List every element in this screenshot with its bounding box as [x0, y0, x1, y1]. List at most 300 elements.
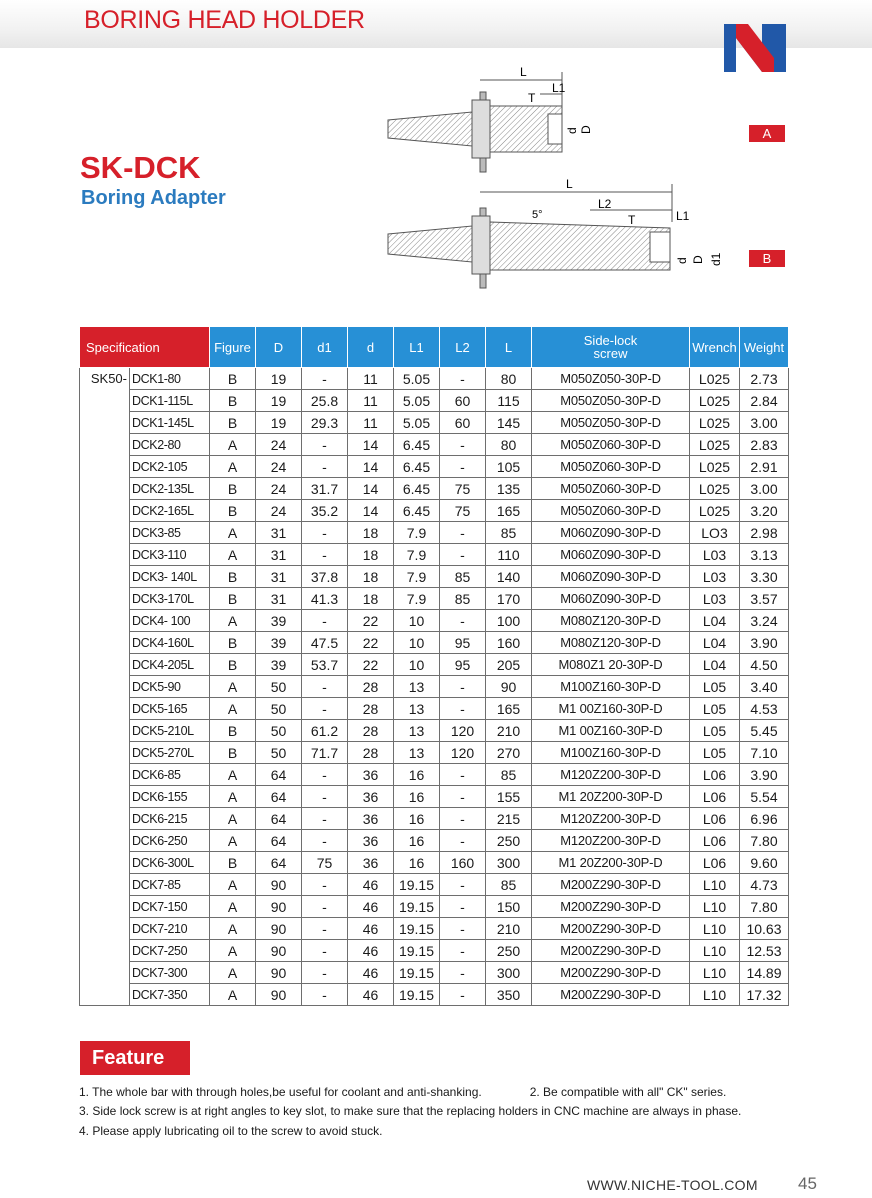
figure-b-label-D: D — [691, 255, 705, 264]
table-row — [80, 390, 789, 412]
cell-figure: B — [210, 742, 256, 764]
cell-figure: A — [210, 874, 256, 896]
table-row — [80, 676, 789, 698]
cell-D: 50 — [256, 742, 302, 764]
cell-d1: 35.2 — [302, 500, 348, 522]
cell-figure: A — [210, 830, 256, 852]
cell-wrench: L03 — [690, 544, 740, 566]
cell-L: 300 — [486, 962, 532, 984]
cell-weight: 3.30 — [740, 566, 789, 588]
cell-L1: 10 — [394, 654, 440, 676]
figure-b-label-d: d — [675, 257, 689, 264]
cell-model: DCK3-85 — [130, 522, 210, 544]
cell-d1: - — [302, 522, 348, 544]
table-row — [80, 720, 789, 742]
figure-b-label-l2: L2 — [598, 197, 612, 211]
cell-d: 36 — [348, 808, 394, 830]
cell-L: 210 — [486, 918, 532, 940]
cell-weight: 10.63 — [740, 918, 789, 940]
cell-d1: 61.2 — [302, 720, 348, 742]
cell-d1: - — [302, 368, 348, 390]
cell-wrench: L03 — [690, 566, 740, 588]
table-row — [80, 896, 789, 918]
cell-L1: 16 — [394, 786, 440, 808]
table-header-row — [80, 327, 789, 368]
cell-L2: 120 — [440, 742, 486, 764]
cell-figure: B — [210, 852, 256, 874]
cell-d: 18 — [348, 566, 394, 588]
cell-model: DCK6-250 — [130, 830, 210, 852]
cell-d1: - — [302, 808, 348, 830]
cell-figure: A — [210, 544, 256, 566]
feature-line-1 — [79, 1085, 726, 1099]
cell-screw: M200Z290-30P-D — [532, 918, 690, 940]
cell-d: 18 — [348, 522, 394, 544]
cell-screw: M200Z290-30P-D — [532, 874, 690, 896]
cell-wrench: L025 — [690, 456, 740, 478]
cell-figure: A — [210, 522, 256, 544]
cell-D: 64 — [256, 786, 302, 808]
cell-L: 250 — [486, 830, 532, 852]
cell-L: 110 — [486, 544, 532, 566]
cell-L2: - — [440, 456, 486, 478]
cell-L2: - — [440, 764, 486, 786]
cell-weight: 3.40 — [740, 676, 789, 698]
cell-D: 31 — [256, 544, 302, 566]
cell-screw: M080Z120-30P-D — [532, 610, 690, 632]
cell-model: DCK7-150 — [130, 896, 210, 918]
cell-weight: 3.13 — [740, 544, 789, 566]
page-number: 45 — [798, 1174, 817, 1193]
cell-model: DCK2-105 — [130, 456, 210, 478]
cell-L2: - — [440, 610, 486, 632]
cell-model: DCK3-170L — [130, 588, 210, 610]
cell-L1: 7.9 — [394, 588, 440, 610]
cell-L2: - — [440, 544, 486, 566]
cell-D: 19 — [256, 368, 302, 390]
cell-L: 80 — [486, 368, 532, 390]
figure-b-badge: B — [749, 250, 785, 267]
figure-b-label-t: T — [628, 213, 636, 227]
cell-D: 31 — [256, 566, 302, 588]
cell-D: 64 — [256, 852, 302, 874]
cell-model: DCK2-80 — [130, 434, 210, 456]
cell-figure: B — [210, 500, 256, 522]
cell-screw: M100Z160-30P-D — [532, 742, 690, 764]
cell-L2: 120 — [440, 720, 486, 742]
cell-model: DCK7-350 — [130, 984, 210, 1006]
table-body — [80, 368, 789, 1006]
cell-weight: 12.53 — [740, 940, 789, 962]
cell-L: 215 — [486, 808, 532, 830]
cell-figure: B — [210, 588, 256, 610]
cell-L1: 6.45 — [394, 500, 440, 522]
cell-d1: - — [302, 676, 348, 698]
cell-d: 36 — [348, 786, 394, 808]
cell-figure: B — [210, 368, 256, 390]
cell-figure: A — [210, 698, 256, 720]
cell-d1: 53.7 — [302, 654, 348, 676]
cell-screw: M050Z050-30P-D — [532, 412, 690, 434]
cell-wrench: L025 — [690, 500, 740, 522]
cell-d: 11 — [348, 412, 394, 434]
cell-model: DCK2-135L — [130, 478, 210, 500]
cell-wrench: L025 — [690, 478, 740, 500]
table-row — [80, 764, 789, 786]
cell-L2: - — [440, 786, 486, 808]
cell-figure: B — [210, 720, 256, 742]
cell-L: 160 — [486, 632, 532, 654]
cell-weight: 3.90 — [740, 764, 789, 786]
cell-weight: 5.45 — [740, 720, 789, 742]
cell-screw: M200Z290-30P-D — [532, 940, 690, 962]
cell-screw: M1 20Z200-30P-D — [532, 786, 690, 808]
cell-d: 46 — [348, 940, 394, 962]
table-row — [80, 478, 789, 500]
cell-L1: 13 — [394, 676, 440, 698]
cell-d1: 71.7 — [302, 742, 348, 764]
cell-L: 85 — [486, 764, 532, 786]
cell-D: 90 — [256, 896, 302, 918]
figure-a-label-t: T — [528, 91, 536, 105]
cell-model: DCK1-145L — [130, 412, 210, 434]
cell-figure: A — [210, 984, 256, 1006]
cell-d1: 25.8 — [302, 390, 348, 412]
cell-wrench: L10 — [690, 874, 740, 896]
table-row — [80, 742, 789, 764]
cell-L2: 160 — [440, 852, 486, 874]
cell-wrench: L05 — [690, 720, 740, 742]
cell-L: 85 — [486, 522, 532, 544]
cell-model: DCK5-270L — [130, 742, 210, 764]
cell-L2: - — [440, 984, 486, 1006]
cell-L2: - — [440, 676, 486, 698]
cell-model: DCK5-90 — [130, 676, 210, 698]
cell-wrench: L06 — [690, 786, 740, 808]
cell-L1: 19.15 — [394, 962, 440, 984]
cell-d: 11 — [348, 390, 394, 412]
cell-D: 39 — [256, 654, 302, 676]
cell-L1: 6.45 — [394, 478, 440, 500]
figure-a-label-D: D — [579, 125, 593, 134]
cell-d1: 37.8 — [302, 566, 348, 588]
cell-d1: - — [302, 698, 348, 720]
cell-figure: A — [210, 764, 256, 786]
cell-d: 28 — [348, 676, 394, 698]
cell-wrench: L025 — [690, 412, 740, 434]
cell-L2: 95 — [440, 654, 486, 676]
cell-d1: 29.3 — [302, 412, 348, 434]
product-subtitle: Boring Adapter — [81, 187, 226, 209]
cell-figure: B — [210, 412, 256, 434]
cell-screw: M120Z200-30P-D — [532, 764, 690, 786]
cell-screw: M200Z290-30P-D — [532, 962, 690, 984]
cell-figure: A — [210, 676, 256, 698]
cell-model: DCK5-210L — [130, 720, 210, 742]
cell-L1: 6.45 — [394, 434, 440, 456]
cell-D: 24 — [256, 500, 302, 522]
cell-wrench: L10 — [690, 984, 740, 1006]
cell-figure: A — [210, 940, 256, 962]
cell-figure: A — [210, 918, 256, 940]
cell-figure: A — [210, 786, 256, 808]
cell-screw: M060Z090-30P-D — [532, 588, 690, 610]
cell-figure: A — [210, 610, 256, 632]
cell-L: 155 — [486, 786, 532, 808]
cell-L2: - — [440, 830, 486, 852]
cell-L1: 7.9 — [394, 566, 440, 588]
table-row — [80, 852, 789, 874]
table-row — [80, 962, 789, 984]
cell-d: 46 — [348, 918, 394, 940]
figure-b-drawing — [380, 172, 725, 304]
cell-D: 31 — [256, 588, 302, 610]
cell-L1: 13 — [394, 698, 440, 720]
table-row — [80, 500, 789, 522]
cell-L1: 13 — [394, 742, 440, 764]
cell-d: 11 — [348, 368, 394, 390]
cell-screw: M1 00Z160-30P-D — [532, 720, 690, 742]
table-row — [80, 412, 789, 434]
cell-L1: 19.15 — [394, 984, 440, 1006]
cell-weight: 7.80 — [740, 830, 789, 852]
cell-L2: 75 — [440, 478, 486, 500]
cell-L1: 7.9 — [394, 544, 440, 566]
figure-b-label-d1: d1 — [709, 252, 723, 266]
cell-wrench: L04 — [690, 632, 740, 654]
cell-wrench: L04 — [690, 610, 740, 632]
cell-D: 90 — [256, 874, 302, 896]
cell-wrench: L10 — [690, 896, 740, 918]
cell-wrench: L10 — [690, 962, 740, 984]
table-row — [80, 522, 789, 544]
col-header-d: d — [348, 327, 394, 368]
cell-d1: - — [302, 456, 348, 478]
col-header-screw-line2: screw — [593, 346, 628, 361]
table-row — [80, 984, 789, 1006]
cell-figure: B — [210, 654, 256, 676]
cell-L: 90 — [486, 676, 532, 698]
figure-a-label-d: d — [565, 127, 579, 134]
cell-L: 350 — [486, 984, 532, 1006]
cell-weight: 14.89 — [740, 962, 789, 984]
cell-L1: 10 — [394, 632, 440, 654]
cell-weight: 4.73 — [740, 874, 789, 896]
cell-d: 22 — [348, 610, 394, 632]
cell-d1: - — [302, 830, 348, 852]
cell-d: 14 — [348, 478, 394, 500]
cell-weight: 2.98 — [740, 522, 789, 544]
cell-D: 24 — [256, 434, 302, 456]
cell-L1: 6.45 — [394, 456, 440, 478]
feature-item-1: 1. The whole bar with through holes,be useful for coolant and anti-shanking. — [79, 1085, 482, 1099]
table-row — [80, 434, 789, 456]
cell-d: 28 — [348, 742, 394, 764]
cell-figure: A — [210, 456, 256, 478]
cell-wrench: L05 — [690, 676, 740, 698]
table-row — [80, 698, 789, 720]
cell-d: 46 — [348, 962, 394, 984]
cell-model: DCK4-205L — [130, 654, 210, 676]
col-header-wrench: Wrench — [690, 327, 740, 368]
cell-L: 80 — [486, 434, 532, 456]
cell-model: DCK4- 100 — [130, 610, 210, 632]
spec-table — [79, 326, 789, 1006]
cell-d1: - — [302, 984, 348, 1006]
cell-weight: 17.32 — [740, 984, 789, 1006]
table-row — [80, 654, 789, 676]
figure-b-label-l: L — [566, 177, 573, 191]
cell-d1: - — [302, 940, 348, 962]
cell-d: 28 — [348, 720, 394, 742]
cell-model: DCK1-115L — [130, 390, 210, 412]
cell-L2: 85 — [440, 566, 486, 588]
figure-a-label-l1: L1 — [552, 81, 566, 95]
cell-L: 105 — [486, 456, 532, 478]
cell-wrench: L04 — [690, 654, 740, 676]
spec-prefix: SK50- — [80, 368, 130, 1006]
cell-D: 24 — [256, 478, 302, 500]
cell-figure: B — [210, 632, 256, 654]
cell-wrench: LO3 — [690, 522, 740, 544]
cell-wrench: L06 — [690, 808, 740, 830]
cell-screw: M080Z1 20-30P-D — [532, 654, 690, 676]
cell-wrench: L025 — [690, 368, 740, 390]
cell-D: 50 — [256, 676, 302, 698]
cell-weight: 6.96 — [740, 808, 789, 830]
table-row — [80, 874, 789, 896]
cell-d: 14 — [348, 434, 394, 456]
cell-weight: 7.80 — [740, 896, 789, 918]
cell-screw: M050Z060-30P-D — [532, 500, 690, 522]
cell-d: 14 — [348, 456, 394, 478]
cell-L2: - — [440, 808, 486, 830]
cell-screw: M050Z060-30P-D — [532, 456, 690, 478]
cell-wrench: L06 — [690, 764, 740, 786]
cell-weight: 3.00 — [740, 478, 789, 500]
cell-weight: 7.10 — [740, 742, 789, 764]
col-header-L: L — [486, 327, 532, 368]
cell-L2: - — [440, 940, 486, 962]
cell-d1: 41.3 — [302, 588, 348, 610]
table-row — [80, 808, 789, 830]
cell-screw: M060Z090-30P-D — [532, 544, 690, 566]
cell-L2: 75 — [440, 500, 486, 522]
cell-L: 100 — [486, 610, 532, 632]
cell-L1: 5.05 — [394, 412, 440, 434]
cell-L2: - — [440, 522, 486, 544]
cell-D: 90 — [256, 962, 302, 984]
cell-weight: 3.20 — [740, 500, 789, 522]
cell-d: 28 — [348, 698, 394, 720]
cell-weight: 9.60 — [740, 852, 789, 874]
cell-L2: - — [440, 368, 486, 390]
cell-wrench: L03 — [690, 588, 740, 610]
cell-L: 85 — [486, 874, 532, 896]
cell-figure: B — [210, 566, 256, 588]
cell-screw: M200Z290-30P-D — [532, 896, 690, 918]
col-header-side-lock-screw — [532, 327, 690, 368]
cell-D: 19 — [256, 412, 302, 434]
cell-weight: 4.53 — [740, 698, 789, 720]
cell-L: 300 — [486, 852, 532, 874]
cell-L1: 13 — [394, 720, 440, 742]
cell-L1: 16 — [394, 764, 440, 786]
cell-model: DCK4-160L — [130, 632, 210, 654]
cell-L1: 16 — [394, 808, 440, 830]
cell-d: 36 — [348, 764, 394, 786]
table-row — [80, 456, 789, 478]
cell-d: 22 — [348, 654, 394, 676]
cell-L: 135 — [486, 478, 532, 500]
cell-L2: 60 — [440, 412, 486, 434]
cell-weight: 3.24 — [740, 610, 789, 632]
cell-L1: 19.15 — [394, 896, 440, 918]
cell-model: DCK6-85 — [130, 764, 210, 786]
cell-L2: - — [440, 874, 486, 896]
cell-L1: 10 — [394, 610, 440, 632]
table-row — [80, 368, 789, 390]
col-header-specification: Specification — [80, 327, 210, 368]
cell-L2: - — [440, 434, 486, 456]
cell-weight: 2.84 — [740, 390, 789, 412]
cell-D: 90 — [256, 984, 302, 1006]
cell-d: 14 — [348, 500, 394, 522]
cell-wrench: L06 — [690, 852, 740, 874]
table-row — [80, 830, 789, 852]
feature-item-3: 3. Side lock screw is at right angles to key slot, to make sure that the replacing holders in CNC machine are always in phase. — [79, 1104, 742, 1118]
cell-L: 210 — [486, 720, 532, 742]
cell-d1: - — [302, 434, 348, 456]
cell-wrench: L05 — [690, 698, 740, 720]
cell-model: DCK7-300 — [130, 962, 210, 984]
cell-d1: - — [302, 896, 348, 918]
cell-wrench: L025 — [690, 434, 740, 456]
cell-d1: - — [302, 786, 348, 808]
cell-d: 18 — [348, 544, 394, 566]
cell-L1: 5.05 — [394, 368, 440, 390]
figure-b-label-angle: 5° — [532, 209, 543, 221]
cell-D: 31 — [256, 522, 302, 544]
cell-screw: M120Z200-30P-D — [532, 808, 690, 830]
table-row — [80, 918, 789, 940]
col-header-L1: L1 — [394, 327, 440, 368]
cell-figure: B — [210, 478, 256, 500]
cell-d1: - — [302, 874, 348, 896]
cell-model: DCK1-80 — [130, 368, 210, 390]
cell-L2: 85 — [440, 588, 486, 610]
cell-screw: M200Z290-30P-D — [532, 984, 690, 1006]
cell-screw: M050Z050-30P-D — [532, 368, 690, 390]
cell-figure: A — [210, 434, 256, 456]
cell-d: 36 — [348, 830, 394, 852]
table-row — [80, 610, 789, 632]
cell-D: 50 — [256, 698, 302, 720]
cell-model: DCK2-165L — [130, 500, 210, 522]
cell-d1: 31.7 — [302, 478, 348, 500]
cell-wrench: L05 — [690, 742, 740, 764]
cell-D: 39 — [256, 632, 302, 654]
cell-d: 18 — [348, 588, 394, 610]
cell-figure: B — [210, 390, 256, 412]
cell-screw: M1 00Z160-30P-D — [532, 698, 690, 720]
cell-screw: M1 20Z200-30P-D — [532, 852, 690, 874]
cell-L: 250 — [486, 940, 532, 962]
cell-D: 24 — [256, 456, 302, 478]
cell-D: 19 — [256, 390, 302, 412]
cell-weight: 5.54 — [740, 786, 789, 808]
cell-d1: - — [302, 764, 348, 786]
